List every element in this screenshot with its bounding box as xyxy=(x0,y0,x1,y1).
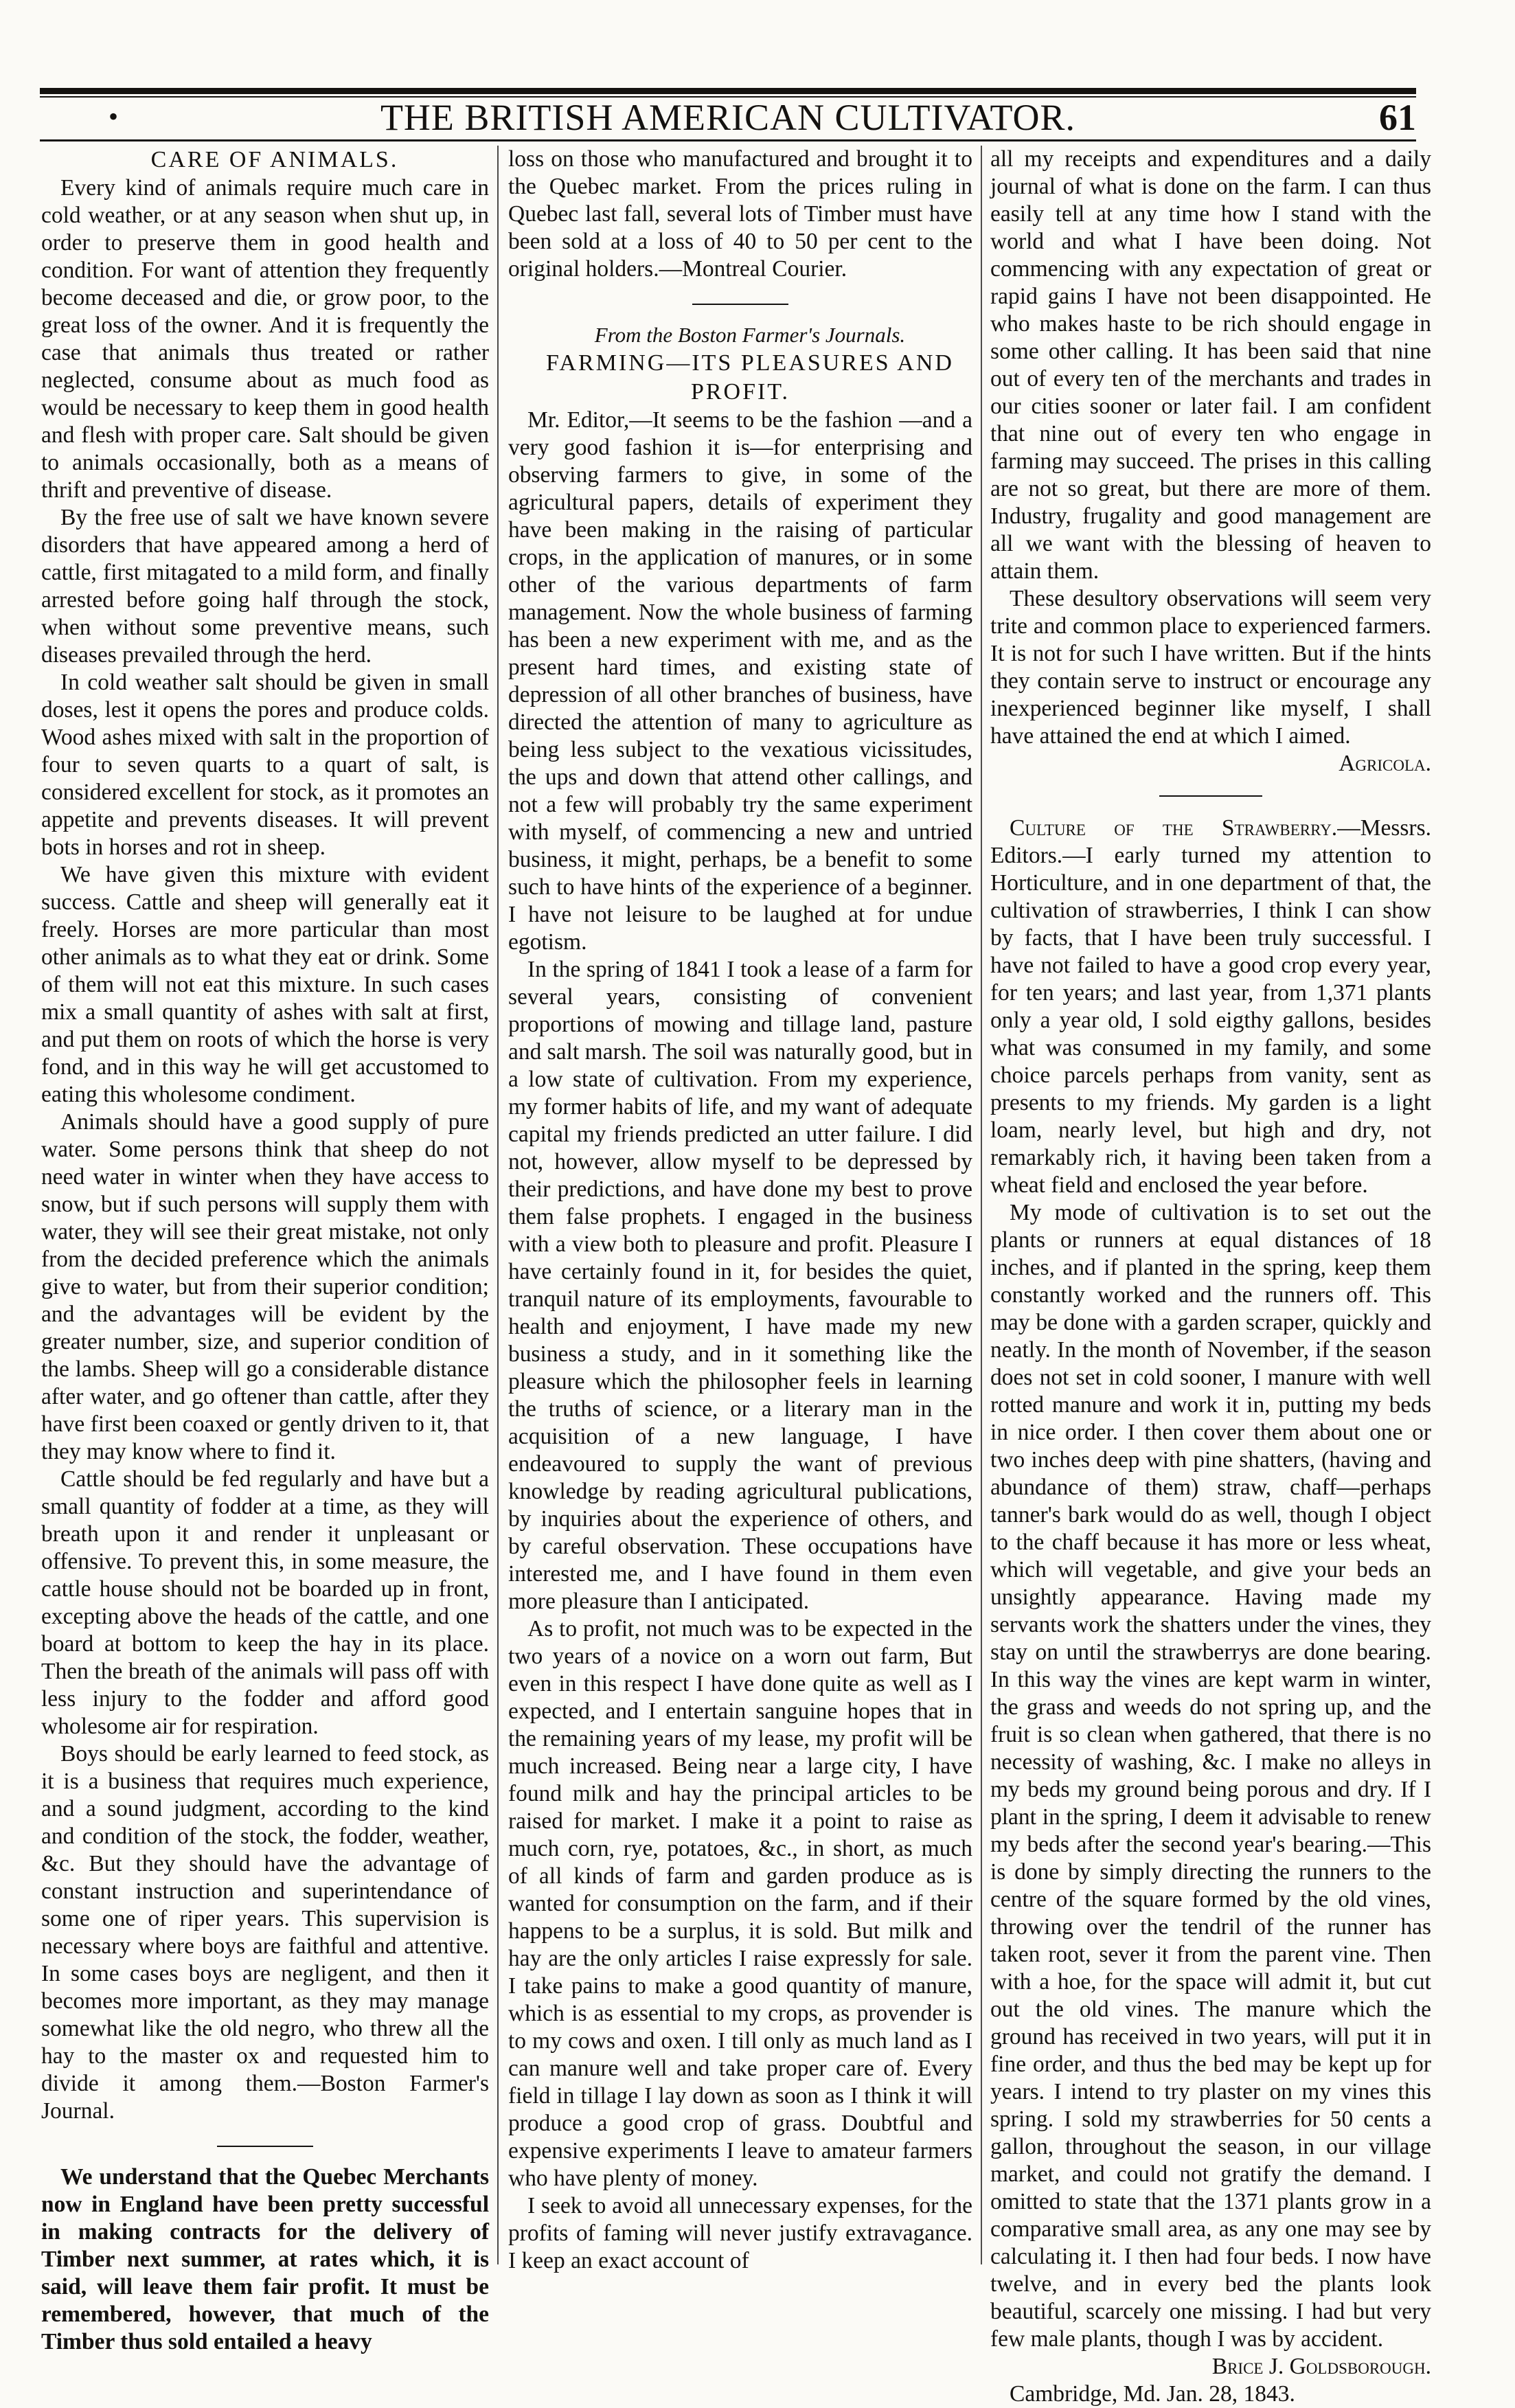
header-bullet: • xyxy=(109,101,119,132)
paragraph: In cold weather salt should be given in small doses, lest it opens the pores and produce colds. Wood ashes mixed with salt in the proportion of four to seven quarts to a quart of salt, is considered excellent for stock, as it promotes an appetite and prevents diseases. It will prevent bots in horses and rot in sheep. xyxy=(41,670,489,860)
paragraph: As to profit, not much was to be expected in the two years of a novice on a worn out farm, But even in this respect I have done quite as well as I expected, and I entertain sanguine hopes that in the remaining years of my lease, my profit will be much increased. Being near a large city, I have found milk and hay the principal articles to be raised for market. I make it a point to raise as much corn, rye, potatoes, &c., in short, as much of all kinds of farm and garden produce as is wanted for consumption on the farm, and if their happens to be a surplus, it is sold. But milk and hay are the only articles I raise expressly for sale. I take pains to make a good quantity of manure, which is as essential to my crops, as provender is to my cows and oxen. I till only as much land as I can manure well and take proper care of. Every field in tillage I lay down as soon as I think it will produce a good crop of grass. Doubtful and expensive experiments I leave to amateur farmers who have plenty of money. xyxy=(508,1616,972,2191)
paragraph: I seek to avoid all unnecessary expenses, for the profits of faming will never justify extravagance. I keep an exact account of xyxy=(508,2193,972,2273)
paragraph: In the spring of 1841 I took a lease of a farm for several years, consisting of convenient proportions of mowing and tillage land, pasture and salt marsh. The soil was naturally good, but in a low state of cultivation. From my experience, my former habits of life, and my want of adequate capital my friends predicted an utter failure. I did not, however, allow myself to be depressed by their predictions, and have done my best to prove them false prophets. I engaged in the business with a view both to pleasure and profit. Pleasure I have certainly found in it, for besides the quiet, tranquil nature of its employments, favourable to health and enjoyment, I have made my new business a study, and in it something like the pleasure which the philosopher feels in learning the truths of science, or a literary man in the acquisition of a new language, I have endeavoured to supply the want of previous knowledge by reading agricultural publications, by inquiries about the experience of others, and by careful observation. These occupations have interested me, and I have found in them even more pleasure than I anticipated. xyxy=(508,957,972,1614)
article-heading-care-of-animals: CARE OF ANIMALS. xyxy=(150,147,399,172)
column-3 xyxy=(990,146,1431,2407)
paragraph: My mode of cultivation is to set out the plants or runners at equal distances of 18 inches, and if planted in the spring, keep them constantly worked and the runners off. This may be done with a garden scraper, quickly and neatly. In the month of November, if the season does not set in cold sooner, I manure with well rotted manure and work it in, putting my beds in nice order. I then cover them about one or two inches deep with pine shatters, (having and abundance of them) straw, chaff—perhaps tanner's bark would do as well, though I object to the chaff because it has more or less wheat, which will vegetable, and give your beds an unsightly appearance. Having made my servants work the shatters under the vines, they stay on until the strawberrys are done bearing. In this way the vines are kept warm in winter, the grass and weeds do not spring up, and the fruit is so clean when gathered, that there is no necessity of washing, &c. I make no alleys in my beds my ground being porous and dry. If I plant in the spring, I deem it advisable to renew my beds after the second year's bearing.—This is done by simply directing the runners to the centre of the square formed by the old vines, throwing over the tendril of the runner has taken root, sever it from the parent vine. Then with a hoe, for the space will admit it, but cut out the old vines. The manure which the ground has received in two years, will put it in fine order, and thus the bed may be kept up for years. I intend to try plaster on my vines this spring. I sold my strawberries for 50 cents a gallon, throughout the season, in our village market, and could not gratify the demand. I omitted to state that the 1371 plants grow in a comparative small area, as any one may see by calculating it. I then had four beds. I now have twelve, and in every bed the plants look beautiful, scarcely one missing. I had but very few male plants, though I was by accident. xyxy=(990,1200,1431,2352)
paragraph: Cattle should be fed regularly and have but a small quantity of fodder at a time, as they will breath upon it and render it unpleasant or offensive. To prevent this, in some measure, the cattle house should not be boarded up in front, excepting above the heads of the cattle, and one board at bottom to keep the hay in its place. Then the breath of the animals will pass off with less injury to the fodder and afford good wholesome air for respiration. xyxy=(41,1466,489,1739)
article-separator xyxy=(692,304,788,305)
paragraph-strawberry xyxy=(990,815,1431,1199)
header-rule xyxy=(40,139,1416,141)
paragraph-continued: all my receipts and expenditures and a daily journal of what is done on the farm. I can thus easily tell at any time how I stand with the world and what I have been doing. Not commencing with any expectation of great or rapid gains I have not been disappointed. He who makes haste to be rich should engage in some other calling. It has been said that nine out of every ten of the merchants and trades in our cities sooner or later fail. I am confident that nine out of every ten who engage in farming may succeed. The prises in this calling are not so great, but there are more of them. Industry, frugality and good management are all we want with the blessing of heaven to attain them. xyxy=(990,146,1431,584)
paragraph: These desultory observations will seem very trite and common place to experienced farmers. It is not for such I have written. But if the hints they contain serve to instruct or encourage any inexperienced beginner like myself, I shall have attained the end at which I aimed. xyxy=(990,586,1431,749)
signature-agricola: Agricola. xyxy=(1339,751,1431,776)
running-title: THE BRITISH AMERICAN CULTIVATOR. xyxy=(380,97,1076,138)
page-number: 61 xyxy=(1379,97,1416,138)
article-source: From the Boston Farmer's Journals. xyxy=(594,323,906,347)
article-separator xyxy=(217,2146,313,2147)
paragraph: By the free use of salt we have known severe disorders that have appeared among a herd of cattle, first mitagated to a mild form, and finally arrested before going half through the stock, when without some preventive means, such diseases prevailed through the herd. xyxy=(41,505,489,668)
column-divider-2 xyxy=(981,146,982,2264)
paragraph: Mr. Editor,—It seems to be the fashion —and a very good fashion it is—for enterprising and observing farmers to give, in some of the agricultural papers, details of experiment they have been making in the raising of particular crops, in the application of manures, or in some other of the various departments of farm management. Now the whole business of farming has been a new experiment with me, and as the present hard times, and existing state of depression of all other branches of business, have directed the attention of many to agriculture as being less subject to the vexatious vicissitudes, the ups and down that attend other callings, and not a few will probably try the same experiment with myself, of commencing a new and untried business, it might, perhaps, be a benefit to some such to have hints of the experience of a beginner. I have not leisure to be laughed at for undue egotism. xyxy=(508,407,972,955)
paragraph: Every kind of animals require much care in cold weather, or at any season when shut up, in order to preserve them in good health and condition. For want of attention they frequently become deceased and die, or grow poor, to the great loss of the owner. And it is frequently the case that animals thus treated or rather neglected, consume about as much food as would be necessary to keep them in good health and flesh with proper care. Salt should be given to animals occasionally, both as a means of thrift and preventive of disease. xyxy=(41,175,489,503)
column-divider-1 xyxy=(497,146,499,2264)
column-2 xyxy=(508,146,972,2275)
paragraph: We have given this mixture with evident success. Cattle and sheep will generally eat it freely. Horses are more particular than most other animals as to what they eat or drink. Some of them will not eat this mixture. In such cases mix a small quantity of ashes with salt at first, and put them on roots of which the horse is very fond, and in this way he will get accustomed to eating this wholesome condiment. xyxy=(41,862,489,1107)
paragraph: Animals should have a good supply of pure water. Some persons think that sheep do not need water in winter when they have access to snow, but if such persons will supply them with water, they will see their great mistake, not only from the decided preference which the animals give to water, but from their superior condition; and the advantages will be evident by the greater number, size, and superior condition of the lambs. Sheep will go a considerable distance after water, and go oftener than cattle, after they have first been coaxed or gently driven to it, that they may know where to find it. xyxy=(41,1109,489,1464)
dateline: Cambridge, Md. Jan. 28, 1843. xyxy=(1010,2381,1295,2407)
signature-goldsborough: Brice J. Goldsborough. xyxy=(1211,2354,1431,2379)
article-separator xyxy=(1159,795,1262,797)
paragraph: Boys should be early learned to feed stock, as it is a business that requires much experience, and a sound judgment, according to the kind and condition of the stock, the fodder, weather, &c. But they should have the advantage of constant instruction and superintendance of some one of riper years. This supervision is necessary where boys are faithful and attentive. In some cases boys are negligent, and then it becomes more important, as they may manage somewhat like the old negro, who threw all the hay to the master ox and requested him to divide it among them.—Boston Farmer's Journal. xyxy=(41,1741,489,2124)
running-header xyxy=(40,96,1416,139)
top-rule xyxy=(40,88,1416,94)
paragraph-quebec-timber: We understand that the Quebec Merchants now in England have been pretty successful in making contracts for the delivery of Timber next summer, at rates which, it is said, will leave them fair profit. It must be remembered, however, that much of the Timber thus sold entailed a heavy xyxy=(41,2164,489,2354)
column-1 xyxy=(41,146,489,2354)
paragraph-text: —Messrs. Editors.—I early turned my attention to Horticulture, and in one department of that, the cultivation of strawberries, I think I can show by facts, that I have been truly successful. I have not failed to have a good crop every year, for ten years; and last year, from 1,371 plants only a year old, I sold eigthy gallons, besides what was consumed in my family, and some choice parcels perhaps from vanity, sent as presents to my friends. My garden is a light loam, nearly level, but high and dry, not remarkably rich, it having been taken from a wheat field and enclosed the year before. xyxy=(990,815,1431,1198)
paragraph-continued: loss on those who manufactured and brought it to the Quebec market. From the prices ruling in Quebec last fall, several lots of Timber must have been sold at a loss of 40 to 50 per cent to the original holders.—Montreal Courier. xyxy=(508,146,972,282)
article-heading-strawberry: Culture of the Strawberry. xyxy=(1010,815,1338,841)
article-heading-farming: FARMING—ITS PLEASURES AND PROFIT. xyxy=(546,350,954,405)
